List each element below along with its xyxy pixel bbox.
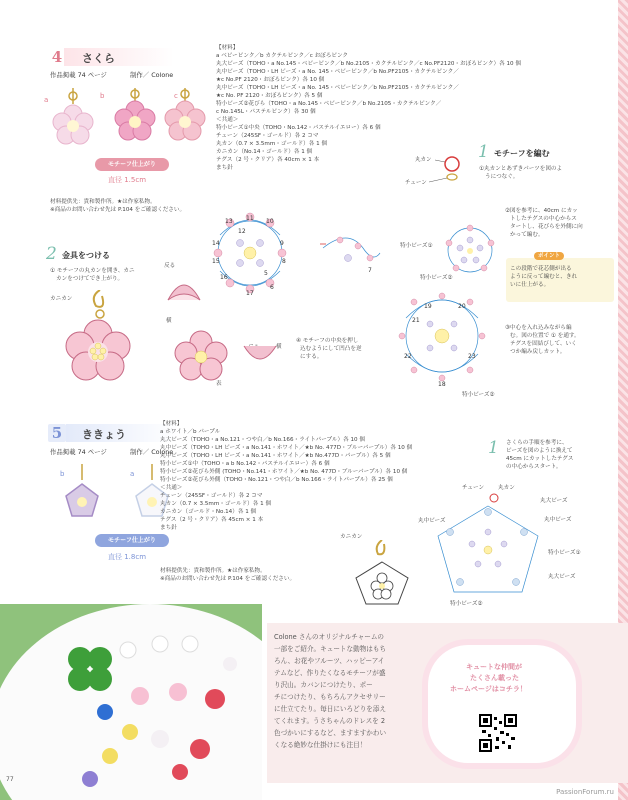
materials-line: 特小ビーズ①中央（TOHO・No.142・パステルイエロー）各 6 個 <box>216 125 381 131</box>
label-front: 表 <box>216 381 222 387</box>
kikyou-label-clasp: カニカン <box>340 534 363 540</box>
materials-line: 丸大ビーズ（TOHO・a No.145・ベビーピンク／b No.2105・カクテルピンク／c No.PF2120・おぼろピンク）各 10 個 <box>216 61 521 67</box>
materials-line: 特小ビーズ②花びら外側 (TOHO・No.141・ホワイト／★b No. 477D・ブルーパープル）各 10 個 <box>160 469 408 475</box>
materials-line: 特小ビーズ②花びら外側（TOHO・No.121・つや白／b No.166・ライトパープル）各 25 個 <box>160 477 393 483</box>
sakura-finished-motif <box>62 290 134 390</box>
sakura-finish-tag: モチーフ仕上がり <box>95 158 169 171</box>
kikyou-label-bead-big: 丸大ビーズ <box>540 498 568 504</box>
sakura-step2-head: 金具をつける <box>62 251 110 260</box>
sakura-step2-body: ① モチーフの丸カンを開き、カニ <box>50 268 135 274</box>
kikyou-label-bead-mid-r: 丸中ビーズ <box>544 517 572 523</box>
label-side-2: 横 <box>276 344 282 350</box>
kikyou-finish-tag: モチーフ仕上がり <box>95 534 169 547</box>
sakura-charm-a <box>53 88 93 144</box>
materials-line: 丸中ビーズ（TOHO・LH ビーズ・a No. 145・ベビーピンク／b No.PF2105・カクテルピンク／ <box>216 69 459 75</box>
note3-line: む。図の位置で ① を通す。 <box>510 333 580 339</box>
center-note-line: 込むようにして凹凸を逆 <box>300 346 362 352</box>
ring-chain-diagram <box>405 148 477 192</box>
label-chain: チェーン <box>405 180 427 186</box>
variant-label-c: c <box>174 92 178 100</box>
diagram-num: 9 <box>280 240 284 247</box>
kikyou-step1-number: 1 <box>488 438 499 458</box>
center-note-line: にする。 <box>300 354 323 360</box>
card-line: キュートな仲間が <box>466 663 522 671</box>
kikyou-step1-body: の中心からスタート。 <box>506 464 562 470</box>
kikyou-inquiry: ※商品のお問い合わせ先は P.104 をご確認ください。 <box>160 576 296 582</box>
sakura-bead-diagram-ring <box>440 220 500 280</box>
kikyou-number: 5 <box>48 424 66 442</box>
sakura-page-ref: 作品掲載 74 ページ <box>50 71 107 79</box>
kikyou-label-big-r: 丸大ビーズ <box>548 574 576 580</box>
diagram-num: 23 <box>468 353 476 360</box>
materials-line: まち針 <box>160 525 177 531</box>
sakura-step1-body: ①丸カンとあずきパーツを図のよ <box>479 166 563 172</box>
kikyou-label-small2: 特小ビーズ② <box>450 601 483 607</box>
materials-line: ＜共通＞ <box>216 117 239 123</box>
label-ring: 丸カン <box>415 157 432 163</box>
diagram-num: 19 <box>424 303 432 310</box>
kikyou-step1-body: さくらの手順を参考に、 <box>506 440 568 446</box>
materials-line: まち針 <box>216 165 233 171</box>
diagram-num: 21 <box>412 317 420 324</box>
sakura-charm-c <box>165 88 205 140</box>
materials-line: c No.145L・パステルピンク）各 30 個 <box>216 109 316 115</box>
kikyou-step1-body: ビーズを図のように換えて <box>506 448 573 454</box>
sakura-title: さくら <box>82 52 115 65</box>
info-line: くなる絶妙な仕掛けにも注目！ <box>274 741 367 749</box>
diagram-num: 17 <box>246 290 254 297</box>
materials-line: 丸中ビーズ（TOHO・LH ビーズ・a No. 145・ベビーピンク／b No.PF2105・カクテルピンク／ <box>216 85 459 91</box>
materials-line: 丸カン（0.7 × 3.5mm・ゴールド）各 1 個 <box>216 141 328 147</box>
note-line: ②図を参考に、40cm にカッ <box>505 208 578 214</box>
sakura-bead-diagram-step <box>318 228 388 278</box>
materials-line: ＜共通＞ <box>160 485 183 491</box>
materials-line: カニカン（No.14・ゴールド）各 1 個 <box>216 149 313 155</box>
materials-line: ★c No. PF 2120・おぼろピンク）各 5 個 <box>216 93 323 99</box>
diagram-num: 14 <box>212 240 220 247</box>
note3-line: つか編み戻しカット。 <box>510 349 566 355</box>
materials-line: 【材料】 <box>160 421 183 427</box>
diagram-num: 15 <box>212 258 220 265</box>
sakura-charms-photo <box>40 84 210 154</box>
materials-line: テグス（2 号・クリア）各 45cm × 1 本 <box>160 517 264 523</box>
kikyou-label-ring: 丸カン <box>498 485 515 491</box>
diagram-num: 13 <box>225 218 233 225</box>
kikyou-finished-motif <box>350 540 414 610</box>
variant-label-b: b <box>100 92 105 100</box>
diagram-num: 11 <box>246 215 254 222</box>
variant-label-a: a <box>130 470 135 478</box>
diagram-num: 22 <box>404 353 412 360</box>
info-line: テムなど、作りたくなるモチーフが盛 <box>274 669 386 677</box>
note3-line: ③中心を入れ込みながら編 <box>505 325 572 331</box>
diagram-num: 12 <box>238 228 246 235</box>
kikyou-step1-body: 45cm にカットしたテグス <box>506 456 574 462</box>
diagram-num: 7 <box>368 267 372 274</box>
info-line: 一部をご紹介。キュートな動物はもち <box>274 645 387 653</box>
materials-line: カニカン（ゴールド・No.14）各 1 個 <box>160 509 257 515</box>
materials-line: 丸中ビーズ（TOHO・LH ビーズ・a No.141・ホワイト／★b No. 477D・ブルーパープル）各 10 個 <box>160 445 413 451</box>
page-number: 77 <box>6 776 14 783</box>
sakura-bead-diagram-full <box>384 288 499 388</box>
kikyou-supplier: 材料提供先：貴和製作所。★は作家私物。 <box>160 568 266 574</box>
center-note-line: ④ モチーフの中央を押し <box>296 338 359 344</box>
kikyou-label-chain: チェーン <box>462 485 485 491</box>
sakura-number: 4 <box>51 48 63 66</box>
info-line: Colone さんのオリジナルチャームの <box>274 633 385 641</box>
watermark: PassionForum.ru <box>556 788 614 796</box>
materials-line: テグス（2 号・クリア）各 40cm × 1 本 <box>216 157 320 163</box>
sakura-step1-head: モチーフを編む <box>494 149 550 158</box>
materials-line: a ホワイト／b パープル <box>160 429 221 435</box>
materials-line: 丸中ビーズ（TOHO・LH ビーズ・a No.141・ホワイト／★b No.477D・パープル）各 5 個 <box>160 453 391 459</box>
label-small-bead2-bottom: 特小ビーズ② <box>462 392 495 398</box>
card-line: ホームページはコチラ！ <box>450 685 527 693</box>
materials-line: 特小ビーズ②花びら（TOHO・a No.145・ベビーピンク／b No.2105・カクテルピンク／ <box>216 101 442 107</box>
info-line: に仕立てたり。毎日にいろどりを添え <box>274 705 387 713</box>
qr-code[interactable] <box>478 713 518 753</box>
kikyou-charm-b <box>66 464 98 516</box>
materials-line: チェーン（245SF・ゴールド）各 2 コマ <box>160 493 263 499</box>
kikyou-label-bead-mid: 丸中ビーズ <box>418 518 446 524</box>
point-line: ように反って編むと、きれ <box>510 274 578 280</box>
diagram-num: 18 <box>438 381 446 388</box>
sakura-diameter: 直径 1.5cm <box>108 176 147 184</box>
sakura-supplier: 材料提供先：貴和製作所。★は作家私物。 <box>50 199 156 205</box>
sakura-step1-number: 1 <box>478 142 489 162</box>
variant-label-a: a <box>44 96 49 104</box>
sakura-bead-diagram-main <box>200 205 300 300</box>
flip-front-view <box>172 328 230 384</box>
label-small-bead2: 特小ビーズ② <box>420 275 453 281</box>
diagram-num: 20 <box>458 303 466 310</box>
diagram-num: 16 <box>220 274 228 281</box>
materials-line: 丸大ビーズ（TOHO・a No.121・つや白／b No.166・ライトパープル）各 10 個 <box>160 437 365 443</box>
note-line: タートし、花びらを外側に向 <box>510 224 583 230</box>
kikyou-title: ききょう <box>82 428 126 441</box>
kikyou-page-ref: 作品掲載 74 ページ <box>50 448 107 456</box>
materials-line: a ベビーピンク／b カクテルピンク／c おぼろピンク <box>216 53 349 59</box>
note-line: かって編む。 <box>510 232 544 238</box>
charm-collection-photo <box>0 604 262 800</box>
sakura-maker: 制作／ Colone <box>130 71 174 79</box>
note3-line: テグスを固結びして、いく <box>510 341 577 347</box>
diagram-num: 6 <box>270 284 274 291</box>
label-small-bead1: 特小ビーズ① <box>400 243 433 249</box>
info-line: てくれます。うさちゃんのドレスを 2 <box>274 717 386 725</box>
diagram-num: 8 <box>282 258 286 265</box>
kikyou-diameter: 直径 1.8cm <box>108 553 147 561</box>
materials-line: 丸カン（0.7 × 3.5mm・ゴールド）各 1 個 <box>160 501 272 507</box>
flip-side-view <box>164 270 204 312</box>
materials-line: 特小ビーズ①中（TOHO・a b No.142・パステルイエロー）各 6 個 <box>160 461 330 467</box>
point-tag: ポイント <box>534 252 564 260</box>
sakura-charm-b <box>115 88 155 140</box>
variant-label-b: b <box>60 470 65 478</box>
sakura-inquiry: ※商品のお問い合わせ先は P.104 をご確認ください。 <box>50 207 186 213</box>
info-line: チにつけたり、もちろんアクセサリー <box>274 693 386 701</box>
info-line: り沢山。カバンにつけたり、ポー <box>274 681 373 689</box>
kikyou-maker: 制作／ Colone <box>130 448 174 456</box>
info-line: 色づかいにするなど、ますますかわい <box>274 729 387 737</box>
diagram-num: 10 <box>266 218 274 225</box>
point-line: この段階で花芯側が出る <box>510 266 572 272</box>
materials-line: ★c No.PF 2120・おぼろピンク）各 10 個 <box>216 77 325 83</box>
info-line: ろん、お花やフルーツ、ハッピーアイ <box>274 657 385 665</box>
note-line: トしたテグスの中心からス <box>510 216 577 222</box>
materials-line: 【材料】 <box>216 45 239 51</box>
materials-line: チェーン（245SF・ゴールド）各 2 コマ <box>216 133 319 139</box>
sakura-step1-body: うにつなぐ。 <box>485 174 519 180</box>
diagram-num: 5 <box>264 270 268 277</box>
sakura-title-bar <box>64 48 174 66</box>
sakura-step2-body: カンをつけてでき上がり。 <box>56 276 124 282</box>
label-clasp: カニカン <box>50 296 73 302</box>
sakura-step2-number: 2 <box>46 244 57 264</box>
label-side: 横 <box>166 318 172 324</box>
point-line: いに仕上がる。 <box>510 282 550 288</box>
card-line: たくさん載った <box>470 674 519 682</box>
kikyou-bead-diagram <box>430 490 546 602</box>
kikyou-label-small1: 特小ビーズ① <box>548 550 581 556</box>
label-warp: 反る <box>164 263 176 269</box>
plate-with-charms <box>0 604 262 800</box>
